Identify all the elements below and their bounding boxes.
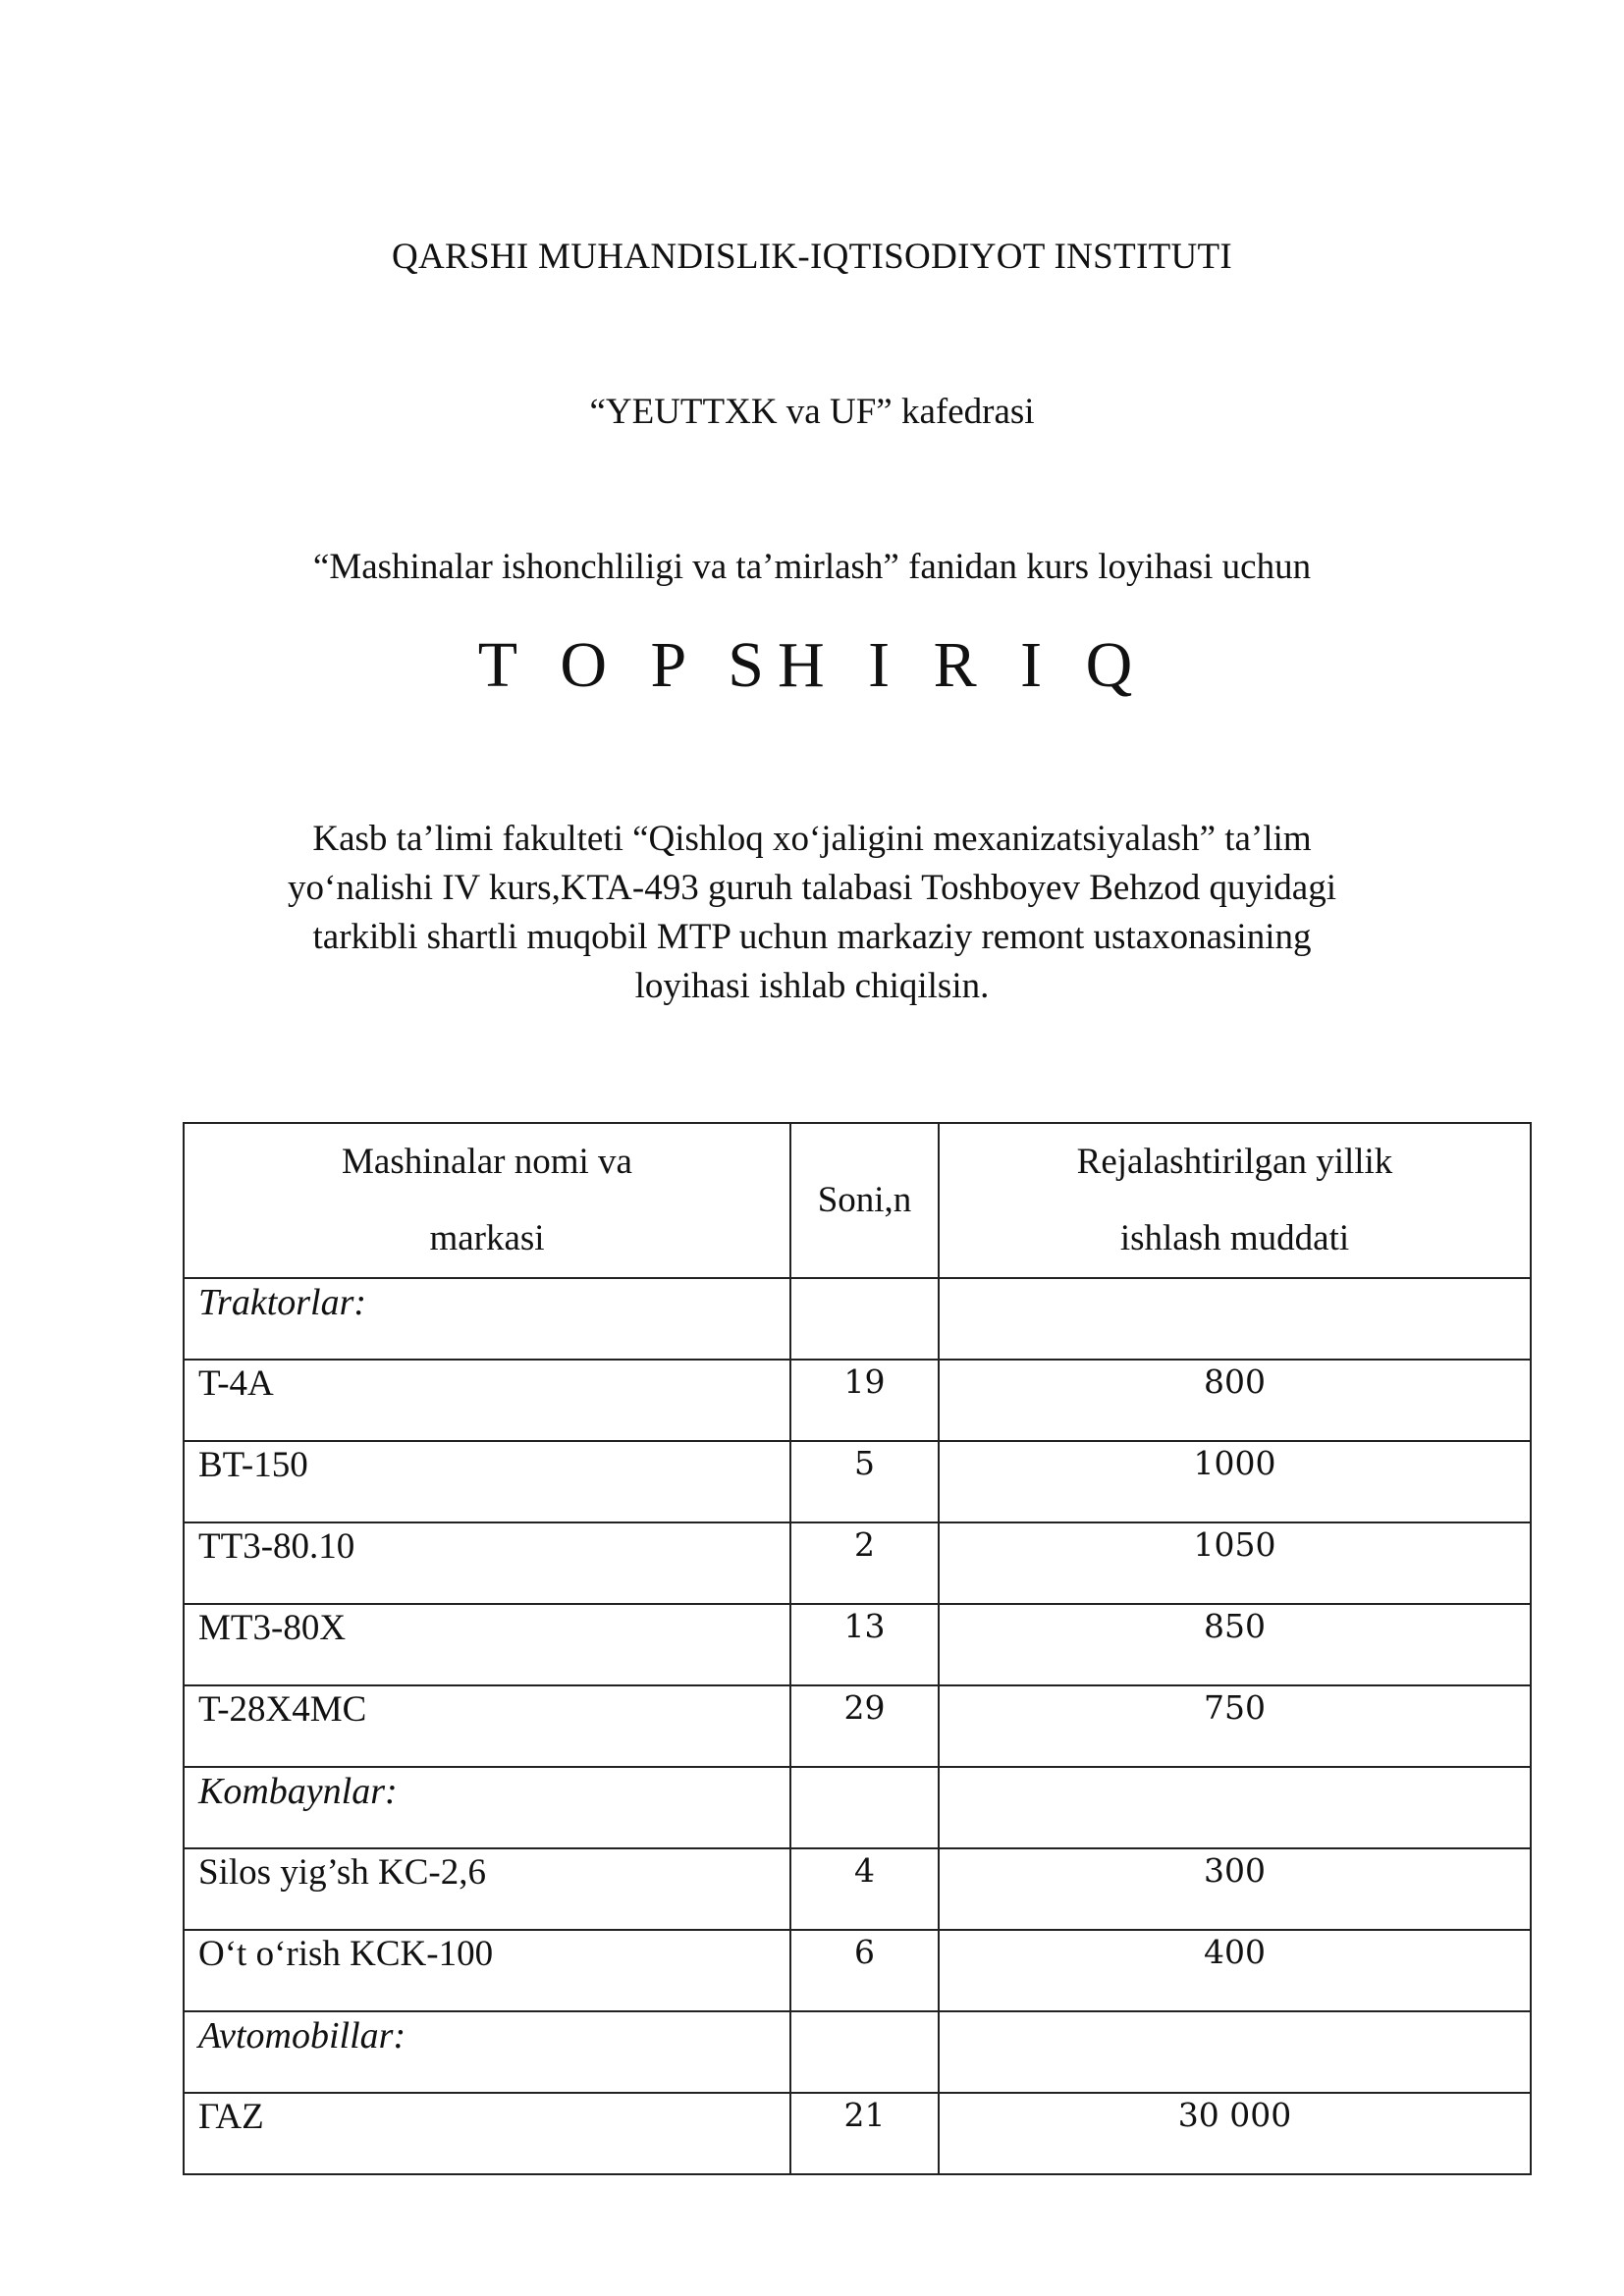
planned-hours-cell <box>939 1767 1531 1848</box>
table-row <box>184 1604 1531 1685</box>
header-machine-name-line2: markasi <box>429 1218 545 1258</box>
category-label: Avtomobillar: <box>184 2011 790 2093</box>
machines-table <box>183 1122 1532 2175</box>
assignment-paragraph <box>0 815 1624 1011</box>
header-machine-name-line1: Mashinalar nomi va <box>342 1142 632 1182</box>
planned-hours-cell: 300 <box>939 1848 1531 1930</box>
header-planned-hours <box>939 1123 1531 1278</box>
table-category-row <box>184 2011 1531 2093</box>
institute-name: QARSHI MUHANDISLIK-IQTISODIYOT INSTITUTI <box>391 237 1233 277</box>
table-body <box>184 1278 1531 2174</box>
planned-hours-cell: 1000 <box>939 1441 1531 1522</box>
paragraph-line: tarkibli shartli muqobil MTP uchun markaziy remont ustaxonasining <box>312 917 1312 957</box>
table-row <box>184 2093 1531 2174</box>
category-label: Kombaynlar: <box>184 1767 790 1848</box>
category-label: Traktorlar: <box>184 1278 790 1360</box>
planned-hours-cell: 1050 <box>939 1522 1531 1604</box>
machine-name-cell: T-4A <box>184 1360 790 1441</box>
paragraph-line: Kasb ta’limi fakulteti “Qishloq xo‘jaligini mexanizatsiyalash” ta’lim <box>312 819 1312 859</box>
planned-hours-cell: 400 <box>939 1930 1531 2011</box>
machine-name-cell: ГАZ <box>184 2093 790 2174</box>
table-category-row <box>184 1767 1531 1848</box>
count-cell: 19 <box>790 1360 939 1441</box>
count-cell <box>790 1767 939 1848</box>
subject-line: “Mashinalar ishonchliligi va ta’mirlash” fanidan kurs loyihasi uchun <box>312 547 1312 587</box>
header-machine-name <box>184 1123 790 1278</box>
count-cell <box>790 2011 939 2093</box>
count-cell: 13 <box>790 1604 939 1685</box>
table-row <box>184 1441 1531 1522</box>
planned-hours-cell <box>939 1278 1531 1360</box>
machine-name-cell: O‘t o‘rish KCK-100 <box>184 1930 790 2011</box>
table-header-row <box>184 1123 1531 1278</box>
planned-hours-cell: 30 000 <box>939 2093 1531 2174</box>
table-row <box>184 1522 1531 1604</box>
machine-name-cell: Silos yig’sh KC-2,6 <box>184 1848 790 1930</box>
header-planned-hours-line1: Rejalashtirilgan yillik <box>1076 1142 1393 1182</box>
document-title: T O P SH I R I Q <box>477 629 1147 701</box>
department-name: “YEUTTXK va UF” kafedrasi <box>589 392 1035 432</box>
table-row <box>184 1685 1531 1767</box>
paragraph-line: loyihasi ishlab chiqilsin. <box>634 966 990 1006</box>
machine-name-cell: TT3-80.10 <box>184 1522 790 1604</box>
count-cell: 5 <box>790 1441 939 1522</box>
count-cell: 29 <box>790 1685 939 1767</box>
table-row <box>184 1930 1531 2011</box>
planned-hours-cell: 850 <box>939 1604 1531 1685</box>
header-count: Soni,n <box>790 1123 939 1278</box>
table-row <box>184 1848 1531 1930</box>
header-planned-hours-line2: ishlash muddati <box>1119 1218 1350 1258</box>
count-cell: 6 <box>790 1930 939 2011</box>
planned-hours-cell <box>939 2011 1531 2093</box>
count-cell <box>790 1278 939 1360</box>
machine-name-cell: BT-150 <box>184 1441 790 1522</box>
count-cell: 2 <box>790 1522 939 1604</box>
paragraph-line: yo‘nalishi IV kurs,KTA-493 guruh talabasi Toshboyev Behzod quyidagi <box>288 868 1336 908</box>
table-category-row <box>184 1278 1531 1360</box>
machine-name-cell: T-28X4MC <box>184 1685 790 1767</box>
count-cell: 4 <box>790 1848 939 1930</box>
table-row <box>184 1360 1531 1441</box>
machine-name-cell: MT3-80X <box>184 1604 790 1685</box>
count-cell: 21 <box>790 2093 939 2174</box>
planned-hours-cell: 750 <box>939 1685 1531 1767</box>
planned-hours-cell: 800 <box>939 1360 1531 1441</box>
